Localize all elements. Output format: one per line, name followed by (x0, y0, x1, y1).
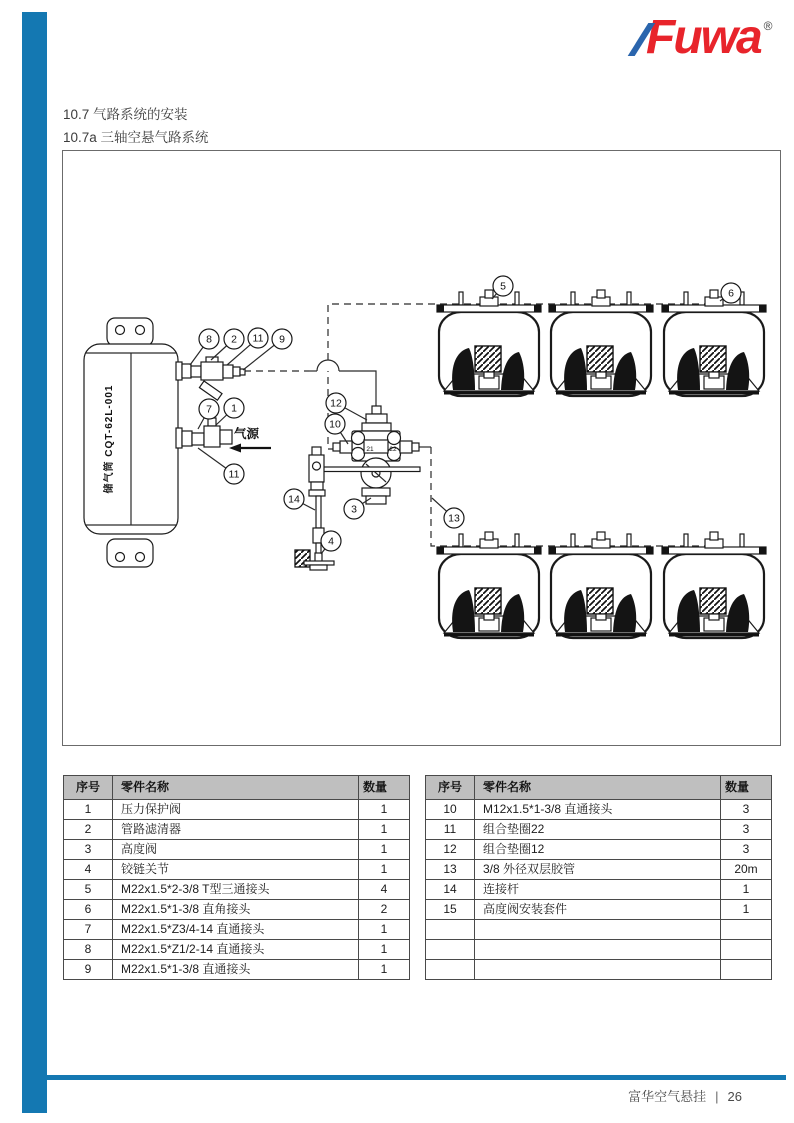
column-header: 数量 (359, 776, 410, 800)
table-row (64, 920, 410, 940)
table-row (426, 880, 772, 900)
table-cell: 3 (64, 840, 113, 860)
pressure-protection-valve (176, 418, 232, 448)
table-cell: 3/8 外径双层胶管 (475, 860, 721, 880)
column-header: 零件名称 (113, 776, 359, 800)
table-row (64, 900, 410, 920)
table-cell: 1 (721, 900, 772, 920)
table-header-row (64, 776, 410, 800)
callout-11-lower (198, 448, 244, 484)
svg-text:8: 8 (206, 333, 212, 346)
column-header: 序号 (64, 776, 113, 800)
table-cell: 组合垫圈12 (475, 840, 721, 860)
air-spring (662, 532, 766, 638)
table-row (64, 940, 410, 960)
table-cell: 3 (721, 800, 772, 820)
table-header-row (426, 776, 772, 800)
table-cell (426, 960, 475, 980)
valve-port-22: 22 (389, 446, 397, 453)
table-cell: 压力保护阀 (113, 800, 359, 820)
logo-text: Fuwa (646, 11, 761, 64)
table-cell: 4 (359, 880, 410, 900)
parts-table-left (63, 775, 410, 980)
air-source (229, 426, 271, 453)
footer-separator: | (715, 1089, 719, 1104)
table-row (426, 800, 772, 820)
table-cell: 6 (64, 900, 113, 920)
table-cell: 4 (64, 860, 113, 880)
table-cell: 2 (359, 900, 410, 920)
table-cell: 12 (426, 840, 475, 860)
table-cell: 1 (64, 800, 113, 820)
svg-text:14: 14 (288, 493, 300, 506)
table-cell: M22x1.5*Z3/4-14 直通接头 (113, 920, 359, 940)
table-row (64, 800, 410, 820)
column-header: 序号 (426, 776, 475, 800)
table-cell: 13 (426, 860, 475, 880)
callout-13 (432, 498, 464, 528)
table-cell (721, 940, 772, 960)
table-cell: 1 (359, 940, 410, 960)
table-cell: M22x1.5*1-3/8 直角接头 (113, 900, 359, 920)
table-cell: 10 (426, 800, 475, 820)
table-row (64, 880, 410, 900)
table-cell: 11 (426, 820, 475, 840)
table-cell: 1 (359, 840, 410, 860)
table-cell: 7 (64, 920, 113, 940)
table-cell (721, 920, 772, 940)
table-row (426, 820, 772, 840)
callout-5 (492, 276, 513, 299)
svg-text:7: 7 (206, 403, 212, 416)
svg-text:11: 11 (252, 332, 264, 345)
table-cell: 1 (721, 880, 772, 900)
table-cell: M22x1.5*2-3/8 T型三通接头 (113, 880, 359, 900)
table-cell: M22x1.5*Z1/2-14 直通接头 (113, 940, 359, 960)
table-cell: 5 (64, 880, 113, 900)
table-row (426, 860, 772, 880)
svg-text:2: 2 (231, 333, 237, 346)
svg-text:11: 11 (228, 468, 240, 481)
table-cell: 1 (359, 920, 410, 940)
table-row (64, 840, 410, 860)
callout-6 (720, 283, 741, 303)
parts-table-right (425, 775, 772, 980)
table-cell: 1 (359, 820, 410, 840)
table-cell: 14 (426, 880, 475, 900)
table-cell (475, 940, 721, 960)
table-cell: 15 (426, 900, 475, 920)
fuwa-logo (638, 11, 773, 64)
subsection-heading: 10.7a 三轴空悬气路系统 (63, 130, 209, 145)
table-cell: 1 (359, 860, 410, 880)
callout-4 (321, 531, 341, 554)
table-row (64, 820, 410, 840)
table-cell: 3 (721, 840, 772, 860)
table-row (426, 840, 772, 860)
column-header: 数量 (721, 776, 772, 800)
table-cell (475, 920, 721, 940)
left-accent-bar (22, 12, 47, 1113)
table-cell: 铰链关节 (113, 860, 359, 880)
table-cell (721, 960, 772, 980)
air-spring (437, 532, 541, 638)
valve-port-21: 21 (366, 446, 374, 453)
table-cell: 管路滤清器 (113, 820, 359, 840)
svg-text:10: 10 (329, 418, 341, 431)
column-header: 零件名称 (475, 776, 721, 800)
pneumatic-system-diagram (62, 150, 781, 746)
table-row (64, 860, 410, 880)
table-row (426, 940, 772, 960)
svg-text:12: 12 (330, 397, 342, 410)
table-cell: M22x1.5*1-3/8 直通接头 (113, 960, 359, 980)
air-tank (84, 318, 178, 567)
footer-accent-line (47, 1075, 786, 1080)
footer-title: 富华空气悬挂 (628, 1089, 707, 1104)
svg-text:1: 1 (231, 402, 237, 415)
callout-3 (344, 498, 371, 519)
tank-label: 储气筒 CQT-62L-001 (104, 384, 115, 494)
table-cell: 3 (721, 820, 772, 840)
table-cell: 8 (64, 940, 113, 960)
table-cell: M12x1.5*1-3/8 直通接头 (475, 800, 721, 820)
table-row (426, 960, 772, 980)
table-cell (426, 920, 475, 940)
table-cell: 20m (721, 860, 772, 880)
svg-text:6: 6 (728, 287, 734, 300)
svg-text:4: 4 (328, 535, 334, 548)
table-cell: 高度阀 (113, 840, 359, 860)
table-cell: 1 (359, 960, 410, 980)
page-number: 26 (727, 1089, 742, 1104)
table-cell (426, 940, 475, 960)
table-cell: 组合垫圈22 (475, 820, 721, 840)
air-spring (549, 290, 653, 396)
table-cell: 9 (64, 960, 113, 980)
callout-1 (216, 398, 244, 425)
svg-text:13: 13 (448, 512, 460, 525)
table-cell: 连接杆 (475, 880, 721, 900)
line-filter-assembly (176, 357, 245, 400)
footer (628, 1086, 742, 1105)
air-source-label: 气源 (234, 427, 260, 441)
svg-text:9: 9 (279, 333, 285, 346)
table-cell: 2 (64, 820, 113, 840)
air-spring (437, 290, 541, 396)
table-row (426, 920, 772, 940)
air-spring (662, 287, 766, 396)
svg-text:3: 3 (351, 503, 357, 516)
registered-mark: ® (763, 19, 773, 33)
table-cell (475, 960, 721, 980)
svg-text:5: 5 (500, 280, 506, 293)
table-row (426, 900, 772, 920)
air-spring (549, 532, 653, 638)
linkage-rod (295, 447, 334, 570)
table-cell: 1 (359, 800, 410, 820)
table-row (64, 960, 410, 980)
table-cell: 高度阀安装套件 (475, 900, 721, 920)
section-heading: 10.7 气路系统的安装 (63, 107, 188, 122)
